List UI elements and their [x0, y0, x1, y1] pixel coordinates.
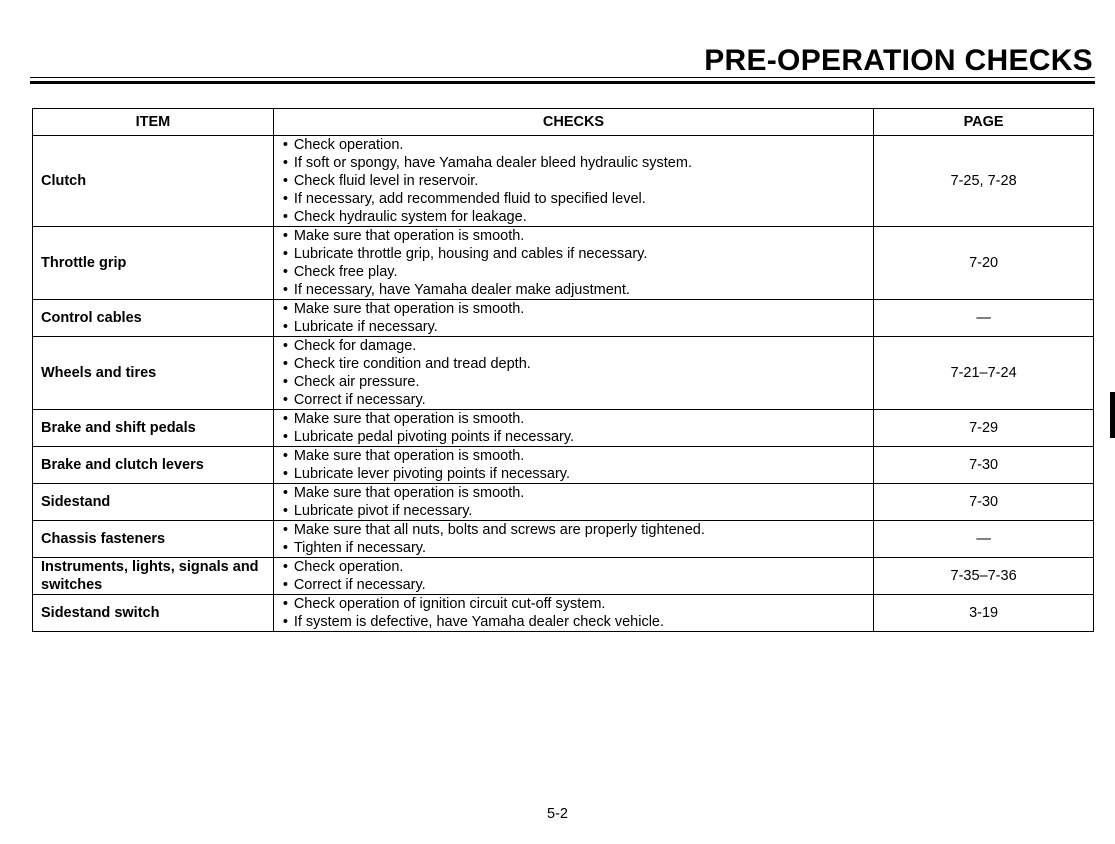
checks-list: [282, 521, 865, 557]
check-list-item: • Check air pressure.: [282, 373, 865, 391]
table-row: [33, 136, 1094, 227]
check-list-item: • Make sure that operation is smooth.: [282, 227, 865, 245]
check-list-item: • Check operation.: [282, 558, 865, 576]
check-list-item: • If necessary, add recommended fluid to specified level.: [282, 190, 865, 208]
header-checks: CHECKS: [273, 109, 873, 136]
pre-operation-checks-table: [32, 108, 1094, 632]
page-ref-cell: 7-30: [874, 484, 1094, 521]
checks-list: [282, 410, 865, 446]
page-ref-cell: 3-19: [874, 595, 1094, 632]
table-row: [33, 447, 1094, 484]
check-list-item: • Check fluid level in reservoir.: [282, 172, 865, 190]
item-cell: Throttle grip: [33, 227, 274, 300]
item-cell: Control cables: [33, 300, 274, 337]
table-row: [33, 300, 1094, 337]
check-list-item: • Tighten if necessary.: [282, 539, 865, 557]
check-list-item: • If system is defective, have Yamaha dealer check vehicle.: [282, 613, 865, 631]
checks-list: [282, 595, 865, 631]
table-row: [33, 227, 1094, 300]
header-rule-thin: [30, 77, 1095, 78]
check-list-item: • Check operation.: [282, 136, 865, 154]
checks-cell: [273, 337, 873, 410]
check-list-item: • Lubricate lever pivoting points if necessary.: [282, 465, 865, 483]
table-row: [33, 484, 1094, 521]
check-list-item: • Check free play.: [282, 263, 865, 281]
table-row: [33, 595, 1094, 632]
checks-cell: [273, 410, 873, 447]
check-list-item: • Lubricate throttle grip, housing and cables if necessary.: [282, 245, 865, 263]
checks-cell: [273, 447, 873, 484]
table-row: [33, 337, 1094, 410]
check-list-item: • Correct if necessary.: [282, 391, 865, 409]
check-list-item: • Check hydraulic system for leakage.: [282, 208, 865, 226]
item-cell: Wheels and tires: [33, 337, 274, 410]
page-ref-cell: 7-25, 7-28: [874, 136, 1094, 227]
check-list-item: • Make sure that operation is smooth.: [282, 410, 865, 428]
checks-list: [282, 447, 865, 483]
page-ref-cell: 7-21–7-24: [874, 337, 1094, 410]
item-cell: Clutch: [33, 136, 274, 227]
item-cell: Sidestand switch: [33, 595, 274, 632]
page-ref-cell: 7-30: [874, 447, 1094, 484]
item-cell: Brake and clutch levers: [33, 447, 274, 484]
table-header-row: [33, 109, 1094, 136]
check-list-item: • Make sure that all nuts, bolts and screws are properly tightened.: [282, 521, 865, 539]
table-row: [33, 410, 1094, 447]
check-list-item: • Check operation of ignition circuit cut-off system.: [282, 595, 865, 613]
check-list-item: • If necessary, have Yamaha dealer make adjustment.: [282, 281, 865, 299]
page-title: PRE-OPERATION CHECKS: [704, 44, 1093, 77]
checks-cell: [273, 521, 873, 558]
page-ref-cell: —: [874, 300, 1094, 337]
check-list-item: • Correct if necessary.: [282, 576, 865, 594]
checks-list: [282, 337, 865, 409]
page-ref-cell: 7-20: [874, 227, 1094, 300]
item-cell: Sidestand: [33, 484, 274, 521]
checks-list: [282, 227, 865, 299]
table-row: [33, 558, 1094, 595]
checks-list: [282, 484, 865, 520]
checks-cell: [273, 484, 873, 521]
check-list-item: • If soft or spongy, have Yamaha dealer bleed hydraulic system.: [282, 154, 865, 172]
header-item: ITEM: [33, 109, 274, 136]
check-list-item: • Lubricate pivot if necessary.: [282, 502, 865, 520]
item-cell: Brake and shift pedals: [33, 410, 274, 447]
check-list-item: • Check for damage.: [282, 337, 865, 355]
checks-list: [282, 136, 865, 226]
check-list-item: • Lubricate if necessary.: [282, 318, 865, 336]
table-body: [33, 136, 1094, 632]
check-list-item: • Make sure that operation is smooth.: [282, 300, 865, 318]
page-ref-cell: 7-35–7-36: [874, 558, 1094, 595]
checks-cell: [273, 558, 873, 595]
header-page: PAGE: [874, 109, 1094, 136]
table-row: [33, 521, 1094, 558]
check-list-item: • Check tire condition and tread depth.: [282, 355, 865, 373]
check-list-item: • Make sure that operation is smooth.: [282, 484, 865, 502]
page-ref-cell: —: [874, 521, 1094, 558]
section-tab-marker: [1110, 392, 1115, 438]
checks-cell: [273, 227, 873, 300]
checks-cell: [273, 595, 873, 632]
page-ref-cell: 7-29: [874, 410, 1094, 447]
header-rule-thick: [30, 81, 1095, 84]
page-number: 5-2: [547, 806, 568, 822]
checks-cell: [273, 300, 873, 337]
check-list-item: • Lubricate pedal pivoting points if necessary.: [282, 428, 865, 446]
check-list-item: • Make sure that operation is smooth.: [282, 447, 865, 465]
item-cell: Instruments, lights, signals and switches: [33, 558, 274, 595]
checks-list: [282, 558, 865, 594]
checks-list: [282, 300, 865, 336]
item-cell: Chassis fasteners: [33, 521, 274, 558]
checks-cell: [273, 136, 873, 227]
